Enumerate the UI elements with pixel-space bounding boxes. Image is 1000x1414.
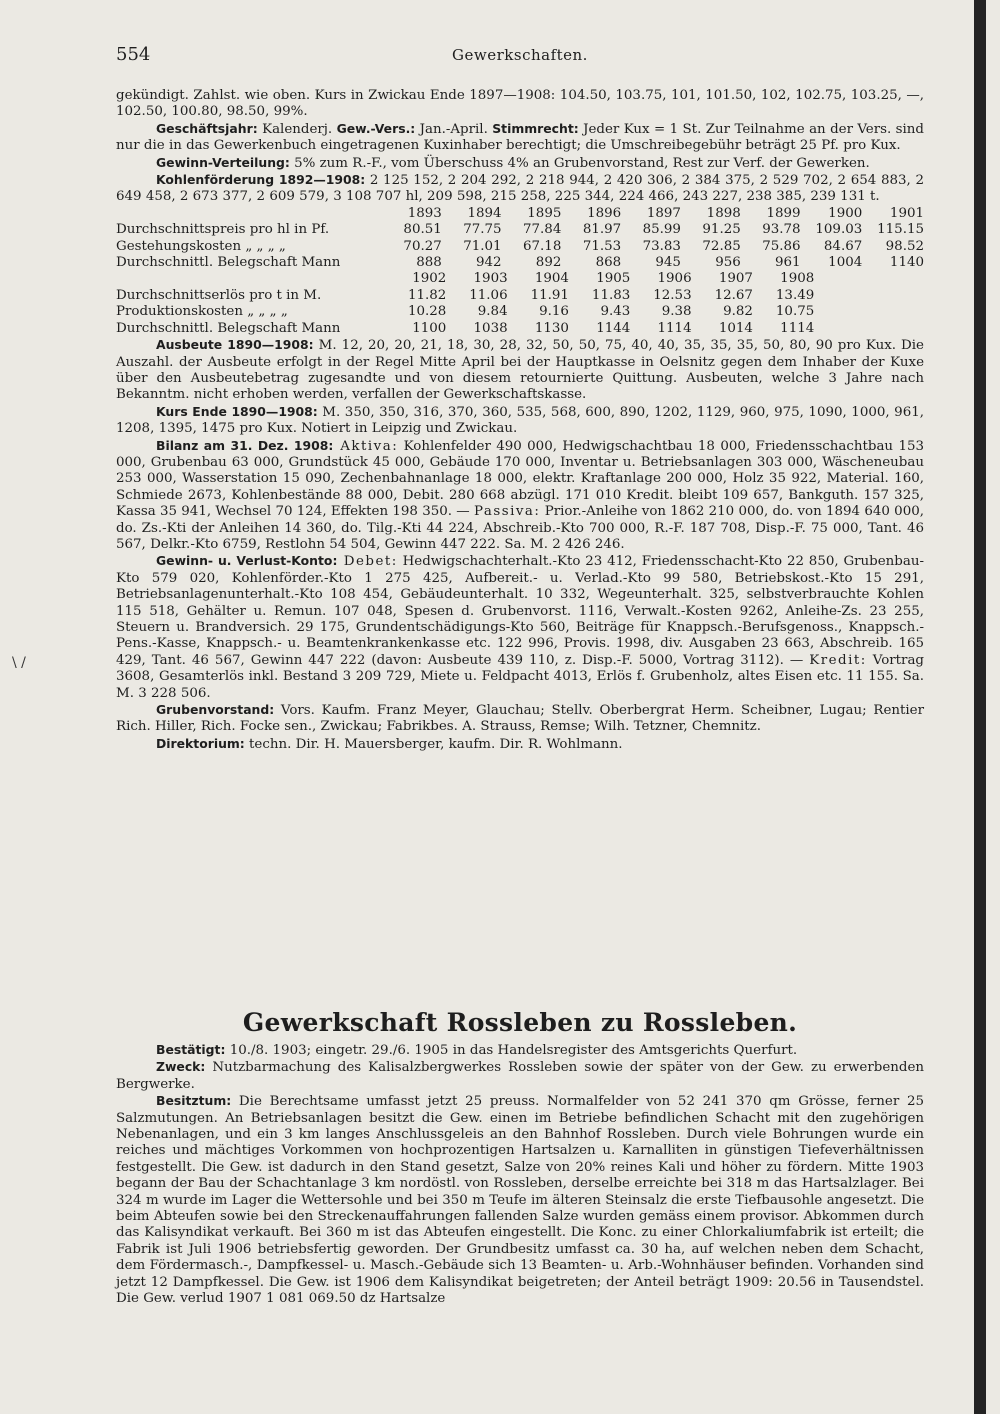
- table-row: Durchschnittspreis pro hl in Pf. 80.51 77.75 77.84 81.97 85.99 91.25 93.78 109.03 115.15: [116, 222, 924, 238]
- paragraph-kurs-ende: Kurs Ende 1890—1908: M. 350, 350, 316, 370, 360, 535, 568, 600, 890, 1202, 1129, 960, 975, 1090, 1000, 961, 1208, 1395, 1475 pro Kux. Notiert in Leipzig und Zwickau.: [116, 403, 924, 437]
- section-title: Gewerkschaft Rossleben zu Rossleben.: [242, 1008, 798, 1037]
- paragraph-geschaeftsjahr: Geschäftsjahr: Kalenderj. Gew.-Vers.: Jan.-April. Stimmrecht: Jeder Kux = 1 St. Zur Teilnahme an der Vers. sind nur die in das Gewerkenbuch eingetragenen Kuxinhaber berechtigt; die Umschreibegebühr beträgt 25 Pf. pro Kux.: [116, 120, 924, 154]
- paragraph-bilanz: Bilanz am 31. Dez. 1908: Aktiva: Kohlenfelder 490 000, Hedwigschachtbau 18 000, Friedensschachtbau 153 000, Grubenbau 63 000, Grundstück 45 000, Gebäude 170 000, Inventar u. Betriebsanlagen 303 000, Wäscheneubau 253 000, Wasserstation 15 090, Zechenbahnanlage 18 000, elektr. Kraftanlage 200 000, Holz 35 922, Material. 160, Schmiede 2673, Kohlenbestände 88 000, Debit. 280 668 abzügl. 171 010 Kredit. bleibt 109 657, Bankguth. 157 325, Kassa 35 941, Wechsel 70 124, Effekten 198 350. — Passiva: Prior.-Anleihe von 1862 210 000, do. von 1894 640 000, do. Zs.-Kti der Anleihen 14 360, do. Tilg.-Kti 44 224, Abschreib.-Kto 700 000, R.-F. 187 708, Disp.-F. 75 000, Tant. 46 567, Delkr.-Kto 6759, Restlohn 54 504, Gewinn 447 222. Sa. M. 2 426 246.: [116, 437, 924, 552]
- paragraph-ausbeute: Ausbeute 1890—1908: M. 12, 20, 20, 21, 18, 30, 28, 32, 50, 50, 75, 40, 40, 35, 35, 35, 50, 80, 90 pro Kux. Die Auszahl. der Ausbeute erfolgt in der Regel Mitte April bei der Hauptkasse in Oelsnitz gegen dem Inhaber der Kuxe über den Ausbeutebetrag zugesandte und von diesem retournierte Quittung. Ausbeuten, welche 3 Jahre nach Bekanntm. nicht erhoben werden, verfallen der Gewerkschaftskasse.: [116, 337, 924, 403]
- paragraph-besitztum: Besitztum: Die Berechtsame umfasst jetzt 25 preuss. Normalfelder von 52 241 370 qm Grösse, ferner 25 Salzmutungen. An Betriebsanlagen besitzt die Gew. einen im Betriebe befindlichen Schacht mit den zugehörigen Nebenanlagen, und ein 3 km langes Anschlussgeleis an den Bahnhof Rossleben. Durch viele Bohrungen wurde ein reiches und mächtiges Vorkommen von hochprozentigen Hartsalzen u. Karnalliten in günstigen Tiefeverhältnissen festgestellt. Die Gew. ist dadurch in den Stand gesetzt, Salze von 20% reines Kali und höher zu fördern. Mitte 1903 begann der Bau der Schachtanlage 3 km nordöstl. von Rossleben, derselbe erreichte bei 318 m das Hartsalzlager. Bei 324 m wurde im Lager die Wettersohle und bei 350 m Teufe im älteren Steinsalz die erste Tiefbausohle angesetzt. Die beim Abteufen sowie bei den Streckenauffahrungen fallenden Salze wurden gemäss einem provisor. Abkommen durch das Kalisyndikat verkauft. Bei 360 m ist das Abteufen eingestellt. Die Konc. zu einer Chlorkaliumfabrik ist erteilt; die Fabrik ist Juli 1906 betriebsfertig geworden. Der Grundbesitz umfasst ca. 30 ha, auf welchen neben dem Schacht, dem Fördermasch.-, Dampfkessel- u. Masch.-Gebäude sich 13 Beamten- u. Arb.-Wohnhäuser befinden. Vorhanden sind jetzt 12 Dampfkessel. Die Gew. ist 1906 dem Kalisyndikat beigetreten; der Anteil beträgt 1909: 20.56 in Tausendstel. Die Gew. verlud 1907 1 081 069.50 dz Hartsalze: [116, 1093, 924, 1307]
- table-row: Produktionskosten „ „ „ „ 10.28 9.84 9.16 9.43 9.38 9.82 10.75: [116, 304, 815, 320]
- running-title: Gewerkschaften.: [452, 46, 588, 64]
- table-row: Durchschnittl. Belegschaft Mann 888 942 892 868 945 956 961 1004 1140: [116, 255, 924, 271]
- stats-table-1893-1901: [116, 206, 924, 272]
- paragraph-bestaetigt: Bestätigt: 10./8. 1903; eingetr. 29./6. 1905 in das Handelsregister des Amtsgerichts Querfurt.: [156, 1042, 798, 1058]
- table-header-row: 1893 1894 1895 1896 1897 1898 1899 1900 1901: [407, 205, 924, 221]
- paragraph-zweck: Zweck: Nutzbarmachung des Kalisalzbergwerkes Rossleben sowie der später von der Gew. zu erwerbenden Bergwerke.: [116, 1059, 924, 1092]
- section-rossleben: [116, 1042, 924, 1308]
- table-row: Gestehungskosten „ „ „ „ 70.27 71.01 67.18 71.53 73.83 72.85 75.86 84.67 98.52: [116, 238, 924, 254]
- paragraph-direktorium: Direktorium: techn. Dir. H. Mauersberger, kaufm. Dir. R. Wohlmann.: [156, 735, 623, 752]
- paragraph-kurs: gekündigt. Zahlst. wie oben. Kurs in Zwickau Ende 1897—1908: 104.50, 103.75, 101, 101.50, 102, 102.75, 103.25, —, 102.50, 100.80, 98.50, 99%.: [116, 88, 924, 120]
- table-row: Durchschnittserlös pro t in M. 11.82 11.06 11.91 11.83 12.53 12.67 13.49: [116, 287, 815, 303]
- table-header-row: 1902 1903 1904 1905 1906 1907 1908: [412, 271, 815, 287]
- page-edge-shadow: [974, 0, 986, 1414]
- paragraph-kohlenfoerderung: Kohlenförderung 1892—1908: 2 125 152, 2 204 292, 2 218 944, 2 420 306, 2 384 375, 2 529 702, 2 654 883, 2 649 458, 2 673 377, 2 609 579, 3 108 707 hl, 209 598, 215 258, 225 344, 224 466, 243 227, 238 385, 239 131 t.: [116, 172, 925, 205]
- paragraph-gewinn-verteilung: Gewinn-Verteilung: 5% zum R.-F., vom Überschuss 4% an Grubenvorstand, Rest zur Verf. der Gewerken.: [156, 154, 870, 171]
- stats-table-1902-1908: [116, 271, 924, 337]
- paragraph-gewinn-verlust: Gewinn- u. Verlust-Konto: Debet: Hedwigschachterhalt.-Kto 23 412, Friedensschacht-Kto 22 850, Grubenbau-Kto 579 020, Kohlenförder.-Kto 1 275 425, Aufbereit.- u. Verlad.-Kto 99 580, Betriebskost.-Kto 15 291, Betriebsanlagenunterhalt.-Kto 108 454, Gebäudeunterhalt. 10 332, Wegeunterhalt. 325, selbstverbrauchte Kohlen 115 518, Gehälter u. Remun. 107 048, Spesen d. Grubenvorst. 1116, Verwalt.-Kosten 9262, Anleihe-Zs. 23 255, Steuern u. Brandversich. 29 175, Grundentschädigungs-Kto 560, Beiträge für Knappsch.-Berufsgenoss., Knappsch.-Pens.-Kasse, Knappsch.- u. Beamtenkrankenkasse etc. 122 996, Provis. 1998, div. Ausgaben 23 663, Abschreib. 165 429, Tant. 46 567, Gewinn 447 222 (davon: Ausbeute 439 110, z. Disp.-F. 5000, Vortrag 3112). — Kredit: Vortrag 3608, Gesamterlös inkl. Bestand 3 209 729, Miete u. Feldpacht 4013, Erlös f. Grubenholz, altes Eisen etc. 11 155. Sa. M. 3 228 506.: [116, 553, 924, 701]
- paragraph-grubenvorstand: Grubenvorstand: Vors. Kaufm. Franz Meyer, Glauchau; Stellv. Oberbergrat Herm. Scheibner, Lugau; Rentier Rich. Hiller, Rich. Focke sen., Zwickau; Fabrikbes. A. Strauss, Remse; Wilh. Tetzner, Chemnitz.: [116, 702, 924, 735]
- page-number: 554: [116, 44, 151, 65]
- page-header: [116, 44, 924, 68]
- table-row: Durchschnittl. Belegschaft Mann 1100 1038 1130 1144 1114 1014 1114: [116, 320, 815, 336]
- section-previous-company: [116, 88, 924, 753]
- margin-mark: \ /: [12, 655, 26, 671]
